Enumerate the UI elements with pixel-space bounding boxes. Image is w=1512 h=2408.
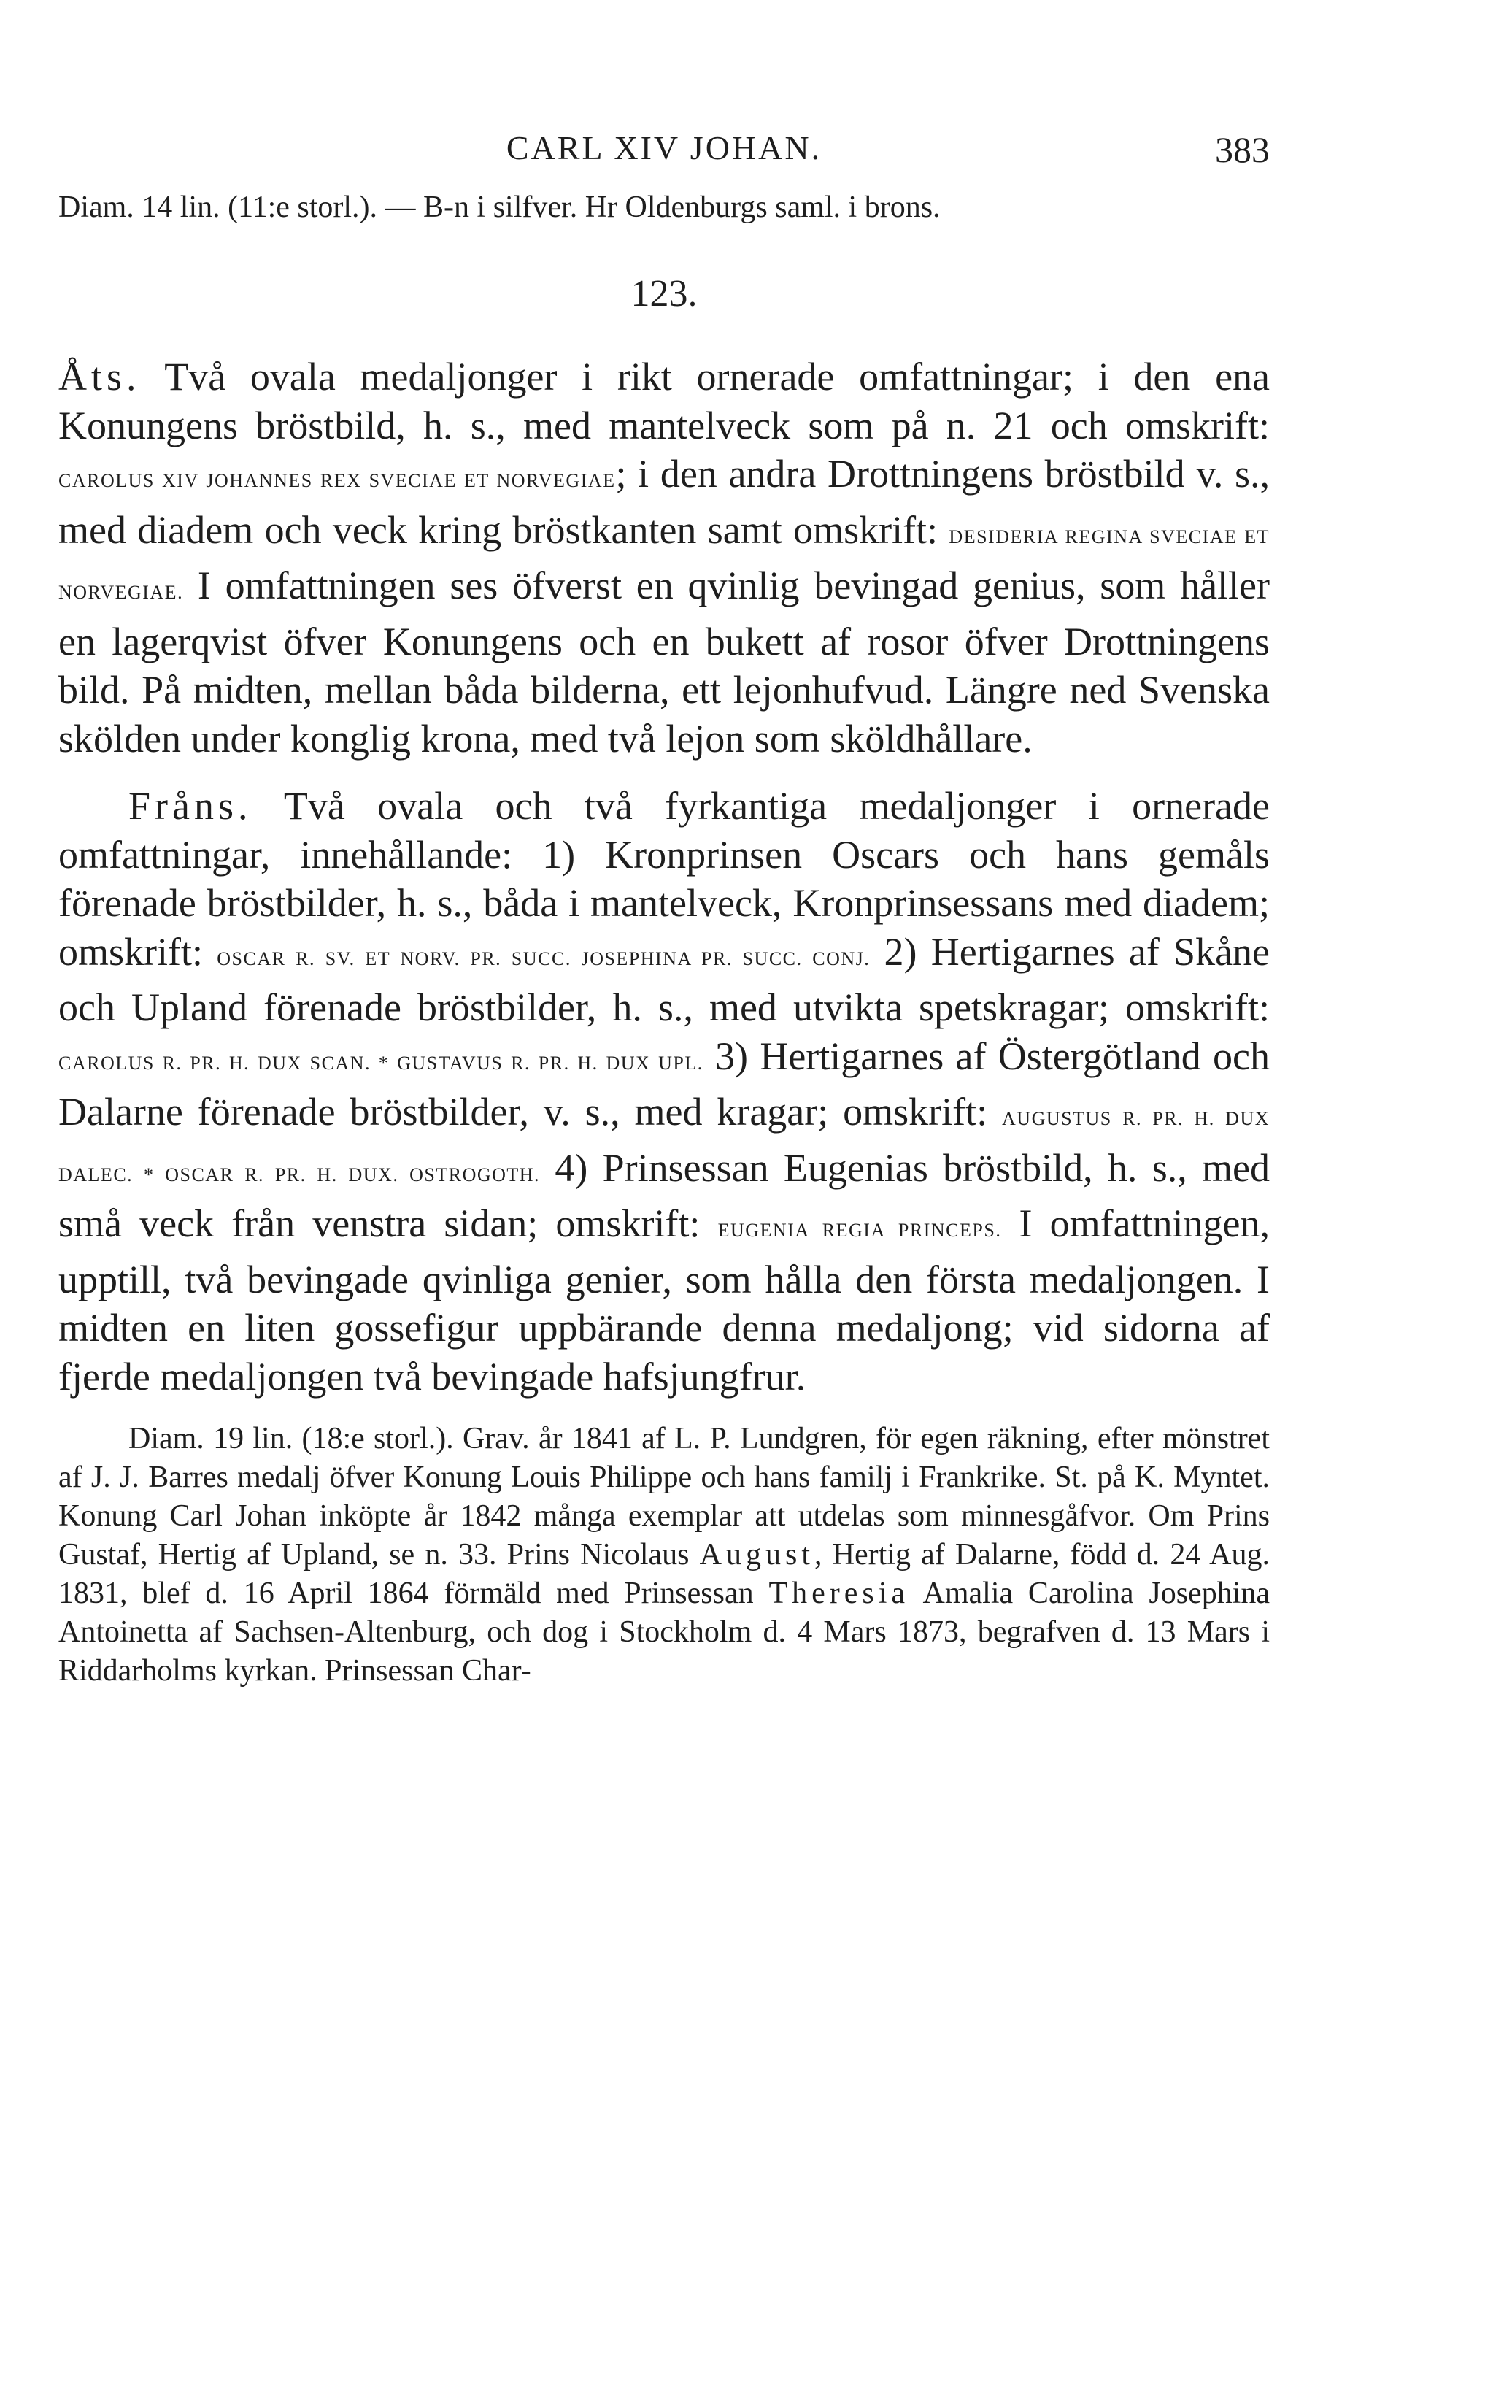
reverse-text-2: 2) Hertigarnes af Skåne och Upland förenade bröstbilder, h. s., med utvikta spetskragar; omskrift: bbox=[58, 929, 1270, 1029]
reverse-label: Fråns. bbox=[128, 784, 252, 828]
obverse-text-3: I omfattningen ses öfverst en qvinlig bevingad genius, som håller en lagerqvist öfver Konungens och en bukett af rosor öfver Drottningens bild. På midten, mellan båda bilderna, ett lejonhufvud. Längre ned Svenska skölden under konglig krona, med två lejon som sköldhållare. bbox=[58, 563, 1270, 761]
running-head: CARL XIV JOHAN. bbox=[506, 129, 822, 166]
reverse-inscription-3: AUGUSTUS R. PR. H. DUX DALEC. * OSCAR R. PR. H. DUX. OSTROGOTH. bbox=[58, 1108, 1270, 1185]
reverse-description bbox=[58, 782, 1270, 1401]
text-block bbox=[58, 188, 1270, 1690]
reverse-text-4: 4) Prinsessan Eugenias bröstbild, h. s., med små veck från venstra sidan; omskrift: bbox=[58, 1145, 1270, 1245]
reverse-inscription-1: OSCAR R. SV. ET NORV. PR. SUCC. JOSEPHINA PR. SUCC. CONJ. bbox=[217, 947, 871, 969]
obverse-text-1: Två ovala medaljonger i rikt ornerade omfattningar; i den ena Konungens bröstbild, h. s., med mantelveck som på n. 21 och omskrift: bbox=[58, 355, 1270, 447]
reverse-text-1: Två ovala och två fyrkantiga medaljonger i ornerade omfattningar, innehållande: 1) Kronprinsen Oscars och hans gemåls förenade bröstbilder, h. s., båda i mantelveck, Kronprinsessans med diadem; omskrift: bbox=[58, 784, 1270, 974]
footnote-text-1: Diam. 19 lin. (18:e storl.). Grav. år 1841 af L. P. Lundgren, för egen räkning, efter mönstret af J. J. Barres medalj öfver Konung Louis Philippe och hans familj i Frankrike. St. på K. Myntet. Konung Carl Johan inköpte år 1842 många exemplar att utdelas som minnesgåfvor. Om Prins Gustaf, Hertig af Upland, se n. 33. Prins Nicolaus bbox=[58, 1422, 1270, 1572]
footnote-text-3: Amalia Carolina Josephina Antoinetta af Sachsen-Altenburg, och dog i Stockholm d. 4 Mars 1873, begrafven d. 13 Mars i Riddarholms kyrkan. Prinsessan Char- bbox=[58, 1577, 1270, 1688]
footnote-name-1: August bbox=[699, 1538, 815, 1572]
item-number: 123. bbox=[630, 273, 698, 315]
obverse-inscription-1: CAROLUS XIV JOHANNES REX SVECIAE ET NORVEGIAE bbox=[58, 470, 616, 491]
reverse-inscription-2: CAROLUS R. PR. H. DUX SCAN. * GUSTAVUS R. PR. H. DUX UPL. bbox=[58, 1052, 703, 1074]
previous-item-note: Diam. 14 lin. (11:e storl.). — B-n i silfver. Hr Oldenburgs saml. i brons. bbox=[58, 191, 941, 224]
obverse-description bbox=[58, 353, 1270, 763]
footnote-text-2: , Hertig af Dalarne, född d. 24 Aug. 1831, blef d. 16 April 1864 förmäld med Prinsessan bbox=[58, 1538, 1270, 1610]
reverse-text-3: 3) Hertigarnes af Östergötland och Dalarne förenade bröstbilder, v. s., med kragar; omskrift: bbox=[58, 1034, 1270, 1134]
reverse-text-5: I omfattningen, upptill, två bevingade qvinliga genier, som hålla den första medaljongen. I midten en liten gossefigur uppbärande denna medaljong; vid sidorna af fjerde medaljongen två bevingade hafsjungfrur. bbox=[58, 1201, 1270, 1399]
page-header bbox=[58, 128, 1270, 172]
reverse-inscription-4: EUGENIA REGIA PRINCEPS. bbox=[717, 1220, 1002, 1241]
page-number: 383 bbox=[1215, 129, 1270, 170]
obverse-label: Åts. bbox=[58, 355, 141, 399]
obverse-text-2: ; i den andra Drottningens bröstbild v. s., med diadem och veck kring bröstkanten samt omskrift: bbox=[58, 452, 1270, 552]
footnote-name-2: Theresia bbox=[768, 1577, 910, 1610]
obverse-inscription-2: DESIDERIA REGINA SVECIAE ET NORVEGIAE. bbox=[58, 526, 1270, 603]
footnote bbox=[58, 1420, 1270, 1690]
